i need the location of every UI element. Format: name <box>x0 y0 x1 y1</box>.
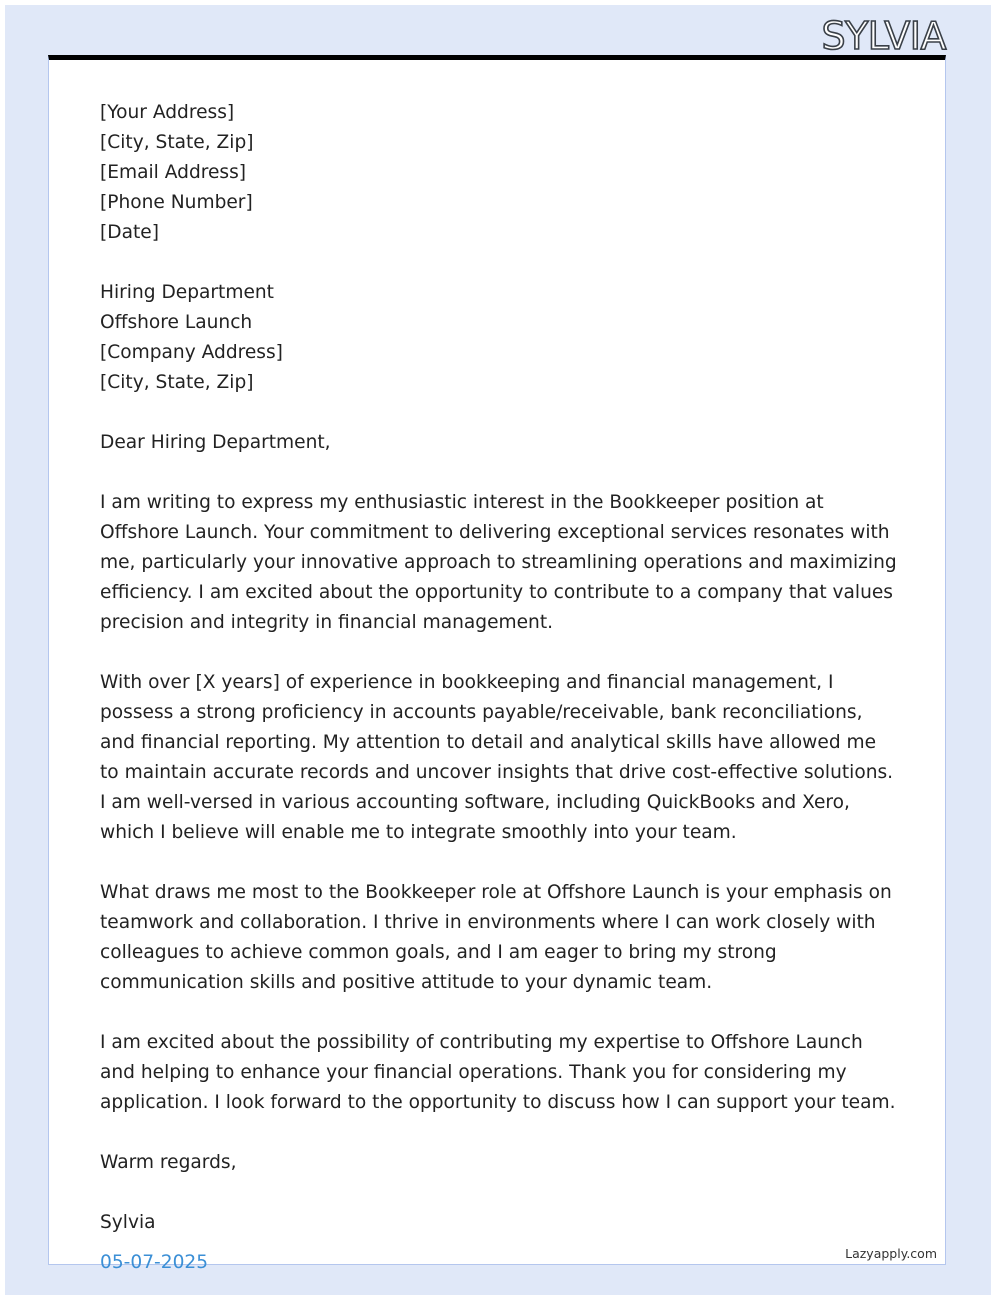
body-paragraph: I am excited about the possibility of contributing my expertise to Offshore Launch and helping to enhance your financial operations. Thank you for considering my application. I look forward to the opportunity to discuss how I can support your team. <box>100 1032 896 1113</box>
sender-city-state-zip: [City, State, Zip] <box>100 132 254 153</box>
recipient-city-state-zip: [City, State, Zip] <box>100 372 254 393</box>
cover-letter <box>100 98 900 1278</box>
salutation: Dear Hiring Department, <box>100 432 331 453</box>
recipient-address: [Company Address] <box>100 342 283 363</box>
signed-date: 05-07-2025 <box>100 1252 209 1273</box>
sender-email: [Email Address] <box>100 162 247 183</box>
watermark: Lazyapply.com <box>845 1246 937 1261</box>
sender-address: [Your Address] <box>100 102 235 123</box>
sender-date: [Date] <box>100 222 159 243</box>
body-paragraph: What draws me most to the Bookkeeper role at Offshore Launch is your emphasis on teamwork and collaboration. I thrive in environments where I can work closely with colleagues to achieve common goals, and I am eager to bring my strong communication skills and positive attitude to your dynamic team. <box>100 882 892 993</box>
recipient-block <box>100 278 900 398</box>
recipient-department: Hiring Department <box>100 282 274 303</box>
recipient-company: Offshore Launch <box>100 312 253 333</box>
sender-block <box>100 98 900 248</box>
brand-name: SYLVIA <box>821 14 946 58</box>
signature-name: Sylvia <box>100 1212 156 1233</box>
sender-phone: [Phone Number] <box>100 192 253 213</box>
signature-block <box>100 1208 900 1278</box>
body-paragraph: With over [X years] of experience in bookkeeping and financial management, I possess a strong proficiency in accounts payable/receivable, bank reconciliations, and financial reporting. My attention to detail and analytical skills have allowed me to maintain accurate records and uncover insights that drive cost-effective solutions. I am well-versed in various accounting software, including QuickBooks and Xero, which I believe will enable me to integrate smoothly into your team. <box>100 672 894 843</box>
body-paragraph: I am writing to express my enthusiastic interest in the Bookkeeper position at Offshore Launch. Your commitment to delivering exceptional services resonates with me, particularly your innovative approach to streamlining operations and maximizing efficiency. I am excited about the opportunity to contribute to a company that values precision and integrity in financial management. <box>100 492 897 633</box>
closing: Warm regards, <box>100 1152 237 1173</box>
